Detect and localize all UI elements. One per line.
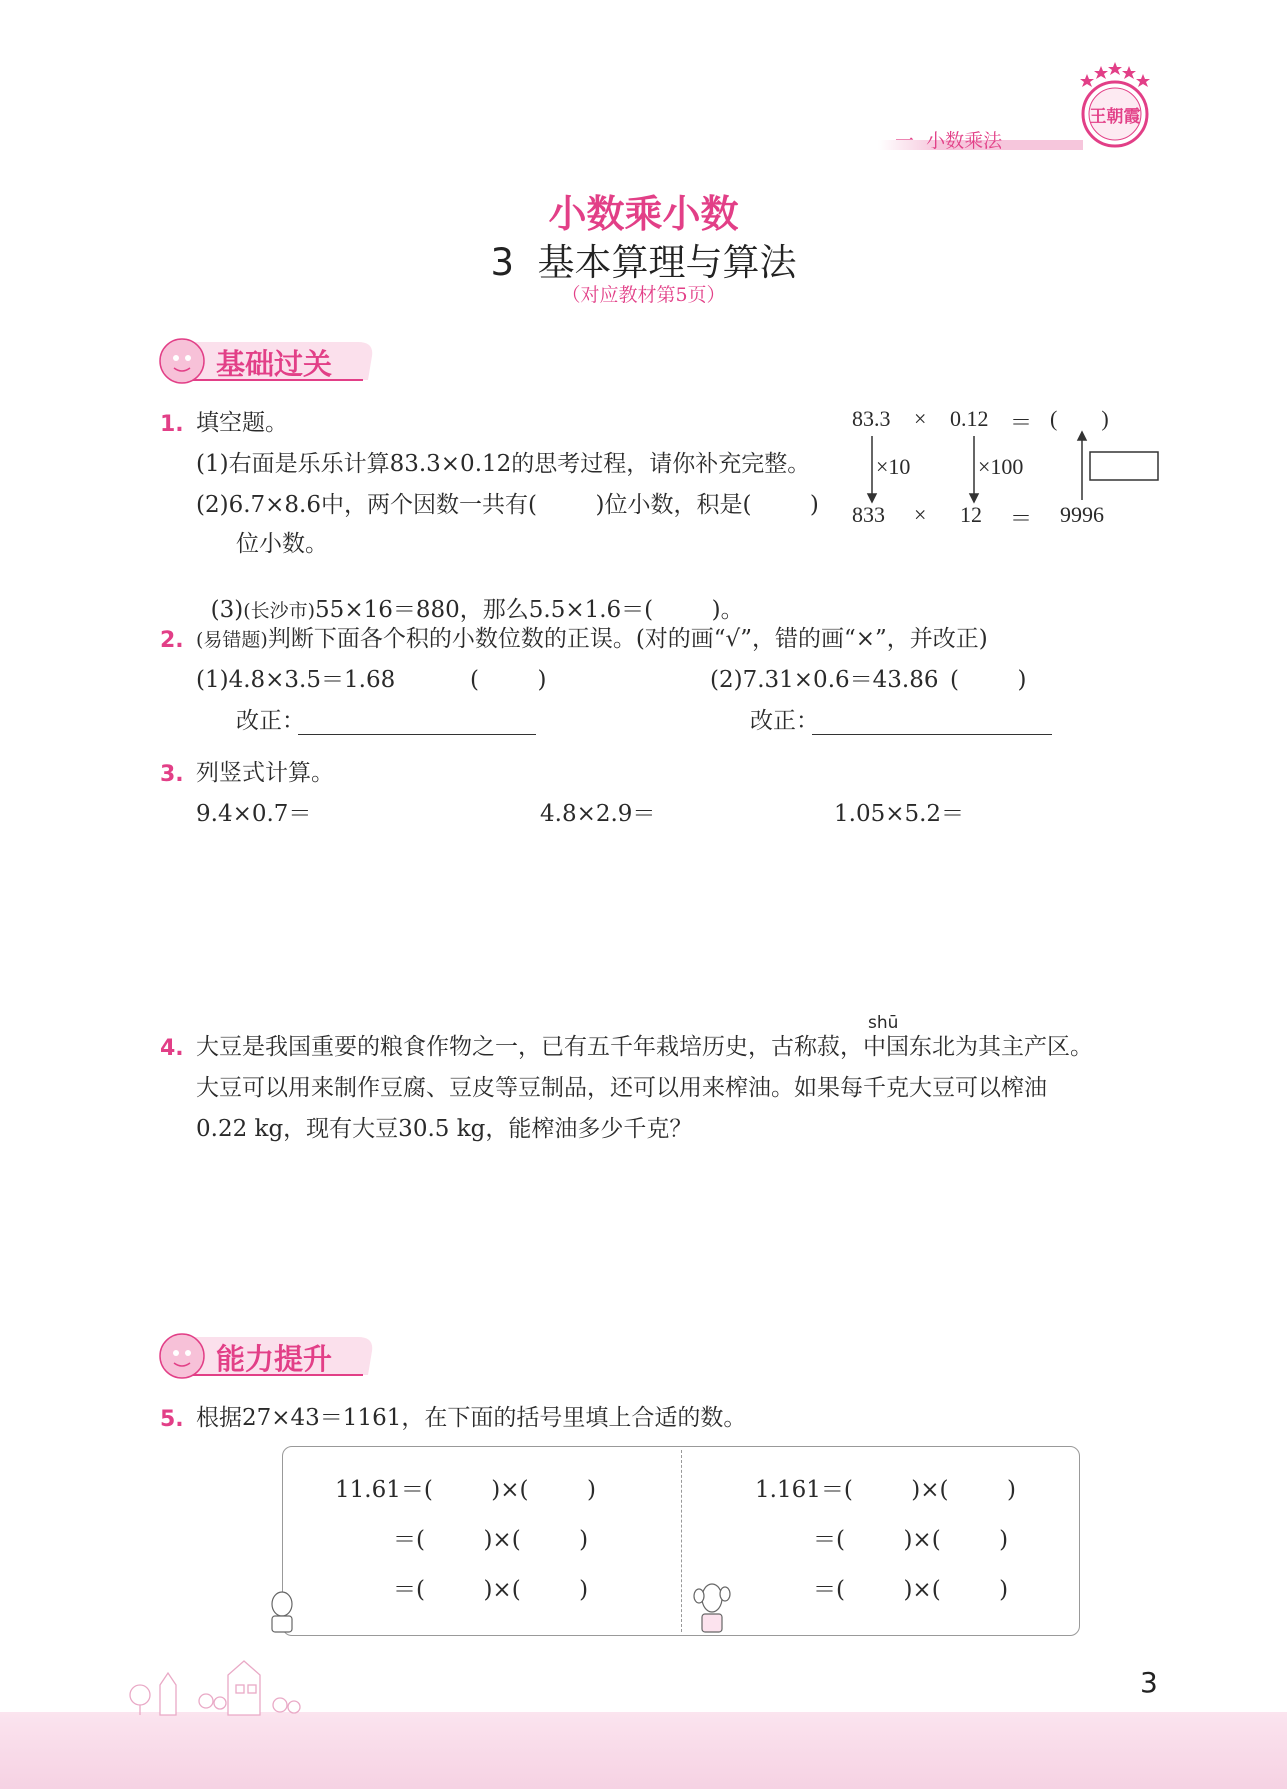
q2-item-a-paren: ( ) xyxy=(470,667,547,693)
q2-fix-b-line[interactable] xyxy=(812,734,1052,735)
q1-part3-prefix: (3) xyxy=(210,597,244,623)
q5-left-line3: ＝( )×( ) xyxy=(393,1577,589,1603)
q4-line2: 大豆可以用来制作豆腐、豆皮等豆制品，还可以用来榨油。如果每千克大豆可以榨油 xyxy=(196,1075,1047,1101)
q5-text: 根据27×43＝1161，在下面的括号里填上合适的数。 xyxy=(196,1405,747,1431)
q5-number: 5. xyxy=(160,1407,184,1432)
q2-item-b-paren: ( ) xyxy=(950,667,1027,693)
diagram-bot-c: 9996 xyxy=(1060,502,1104,527)
diagram-bot-a: 833 xyxy=(852,502,885,527)
diagram-top-a: 83.3 xyxy=(852,406,891,431)
diagram-top-times: × xyxy=(914,406,927,431)
textbook-reference: （对应教材第5页） xyxy=(561,284,726,306)
q5-right-line3: ＝( )×( ) xyxy=(813,1577,1009,1603)
cactus-icon-2 xyxy=(688,1580,736,1640)
q2-fix-b xyxy=(750,710,819,733)
diagram-bot-eq: ＝ xyxy=(1010,506,1033,531)
q2-item-b: (2)7.31×0.6＝43.86 xyxy=(710,667,939,693)
q3-text: 列竖式计算。 xyxy=(196,760,334,786)
section-title-advanced: 能力提升 xyxy=(216,1342,333,1376)
q3-item-3: 1.05×5.2＝ xyxy=(834,801,965,827)
footer-band xyxy=(0,1712,1287,1789)
page-number: 3 xyxy=(1140,1666,1158,1699)
lesson-title: 3 基本算理与算法 xyxy=(490,241,797,284)
diagram-bot-times: × xyxy=(914,502,927,527)
chapter-label: 一 小数乘法 xyxy=(895,130,1003,152)
q4-number: 4. xyxy=(160,1036,184,1061)
q2-fix-a xyxy=(236,710,305,733)
cactus-icon xyxy=(264,1590,300,1640)
q5-right-line2: ＝( )×( ) xyxy=(813,1527,1009,1553)
q1-text: 填空题。 xyxy=(196,410,288,436)
q2-tag: (易错题) xyxy=(196,629,268,651)
diagram-top-eq: ＝ xyxy=(1010,410,1033,435)
q1-part3-tag: (长沙市) xyxy=(243,600,316,622)
q5-box-divider xyxy=(681,1450,682,1632)
q1-part1: (1)右面是乐乐计算83.3×0.12的思考过程，请你补充完整。 xyxy=(196,451,811,477)
q1-number: 1. xyxy=(160,412,184,437)
diagram-top-b: 0.12 xyxy=(950,406,989,431)
q5-left-line2: ＝( )×( ) xyxy=(393,1527,589,1553)
q3-item-2: 4.8×2.9＝ xyxy=(540,801,656,827)
q2-item-a: (1)4.8×3.5＝1.68 xyxy=(196,667,396,693)
q3-item-1: 9.4×0.7＝ xyxy=(196,801,312,827)
q3-number: 3. xyxy=(160,762,184,787)
q2-fix-a-line[interactable] xyxy=(298,734,536,735)
page-title: 小数乘小数 xyxy=(548,192,739,236)
q1-part2: (2)6.7×8.6中，两个因数一共有( )位小数，积是( ) xyxy=(196,492,819,518)
q4-line3: 0.22 kg，现有大豆30.5 kg，能榨油多少千克？ xyxy=(196,1116,693,1142)
q4-pinyin: shū xyxy=(868,1013,899,1033)
logo-text: 王朝霞 xyxy=(1089,107,1141,127)
q2-instruction: 判断下面各个积的小数位数的正误。(对的画“√”，错的画“×”，并改正) xyxy=(267,626,988,652)
section-title-basic: 基础过关 xyxy=(216,347,333,381)
q5-right-line1: 1.161＝( )×( ) xyxy=(755,1477,1016,1503)
q1-part3-text: 55×16＝880，那么5.5×1.6＝( )。 xyxy=(315,597,744,623)
q2-text xyxy=(196,628,988,651)
diagram-bot-b: 12 xyxy=(960,502,982,527)
q5-left-line1: 11.61＝( )×( ) xyxy=(335,1477,596,1503)
q2-number: 2. xyxy=(160,628,184,653)
q2-fix-b-label: 改正： xyxy=(750,708,819,734)
footer-town-illustration xyxy=(120,1645,320,1721)
diagram-mul-a: ×10 xyxy=(876,454,911,479)
q4-line1: 大豆是我国重要的粮食作物之一，已有五千年栽培历史，古称菽，中国东北为其主产区。 xyxy=(196,1034,1093,1060)
q1-part2-cont: 位小数。 xyxy=(236,531,328,557)
diagram-blank-box xyxy=(1090,452,1158,480)
diagram-mul-b: ×100 xyxy=(978,454,1024,479)
q1-part3 xyxy=(196,576,744,622)
q1-diagram xyxy=(850,402,1170,532)
q2-fix-a-label: 改正： xyxy=(236,708,305,734)
diagram-top-answer: ( ) xyxy=(1050,406,1109,431)
